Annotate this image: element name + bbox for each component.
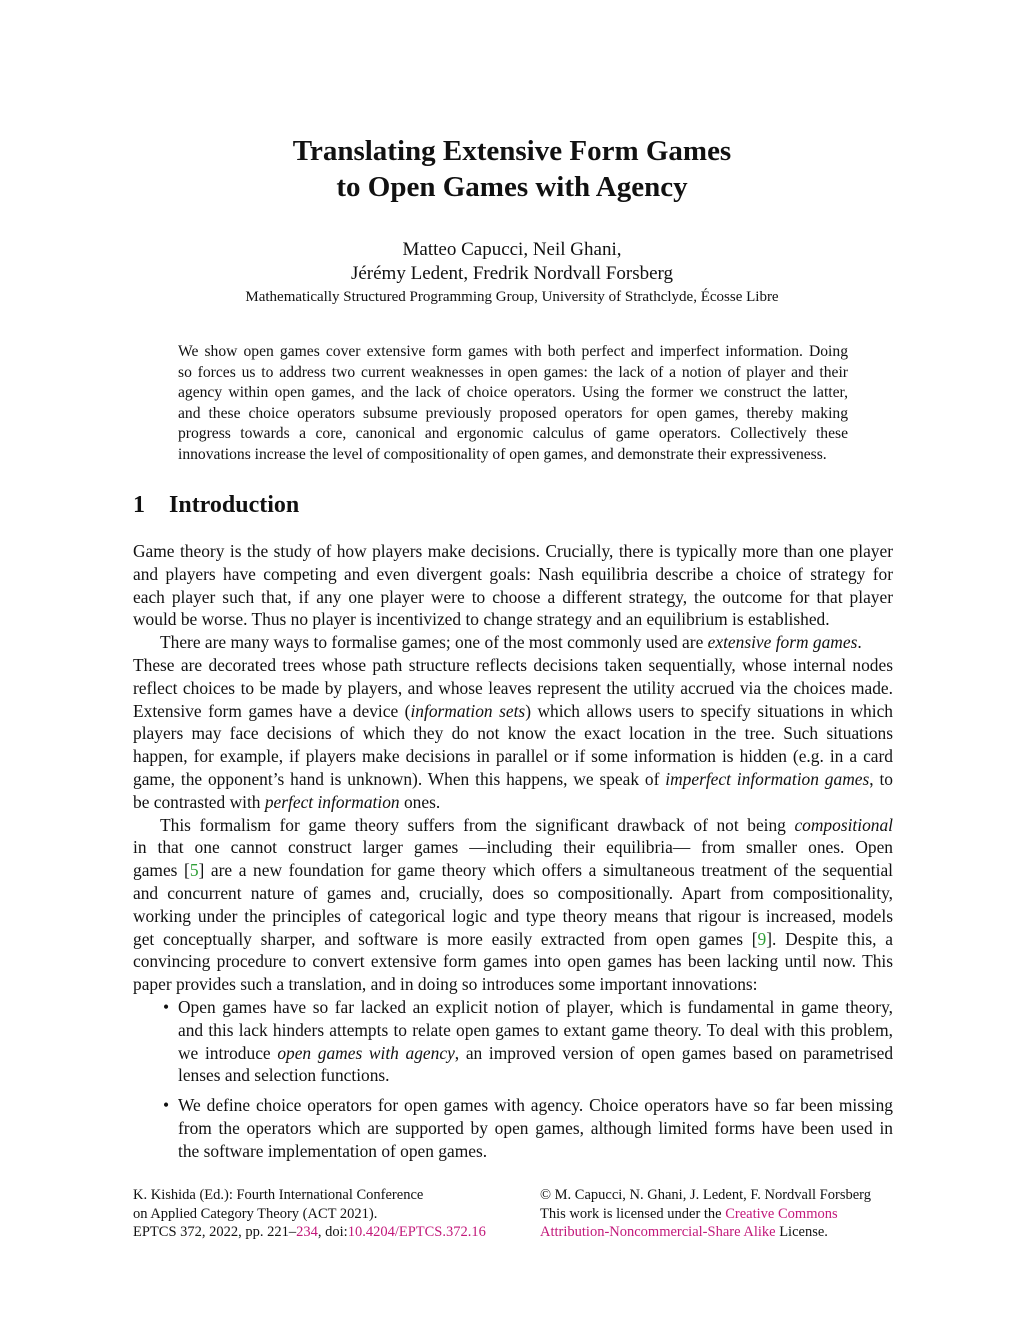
- body-line: Game theory is the study of how players make decisions. Crucially, there is typically more than one player: [133, 541, 893, 561]
- abstract-line: so forces us to address two current weaknesses in open games: the lack of a notion of player and their: [178, 363, 848, 381]
- body-line: paper provides such a translation, and in doing so introduces some important innovations:: [133, 974, 758, 995]
- abstract-line: and these choice operators subsume previously proposed operators for open games, thereby making: [178, 404, 848, 422]
- body-line: [133, 928, 893, 951]
- abstract-line: progress towards a core, canonical and ergonomic calculus of game operators. Collectively these: [178, 425, 848, 442]
- emphasis: information sets: [410, 700, 526, 721]
- bullet-item-line: [133, 1042, 893, 1065]
- abstract-line: agency within open games, and the lack of choice operators. Using the former we construct the latter,: [178, 384, 848, 401]
- abstract-line: We show open games cover extensive form games with both perfect and imperfect information. Doing: [178, 343, 848, 360]
- license-link[interactable]: Creative Commons: [725, 1205, 838, 1222]
- body-line: [133, 814, 893, 837]
- text-run: This work is licensed under the: [540, 1205, 726, 1222]
- text-run: , doi:: [317, 1224, 348, 1240]
- text-run: .: [857, 632, 862, 653]
- body-line: [133, 768, 893, 791]
- text-run: ]. Despite this, a: [766, 928, 894, 949]
- text-run: ones.: [399, 791, 441, 812]
- footer-line: [133, 1223, 486, 1242]
- body-line: and players have competing and even divergent goals: Nash equilibria describe a choice of strategy for: [133, 563, 893, 584]
- body-line: [133, 791, 893, 814]
- footer-citation: [133, 1186, 486, 1242]
- paper-title: [0, 133, 1024, 205]
- emphasis: perfect information: [264, 791, 400, 812]
- emphasis: imperfect information games: [665, 768, 870, 789]
- spacer: [133, 1087, 893, 1094]
- body-line: [133, 859, 893, 882]
- footer-line: K. Kishida (Ed.): Fourth International Conference: [133, 1187, 424, 1203]
- body-line: each player such that, if any one player were to choose a different strategy, the outcome for that player: [133, 586, 893, 607]
- bullet-item-line: [133, 1094, 893, 1117]
- emphasis: open games with agency: [277, 1042, 455, 1063]
- footer-line: [540, 1223, 871, 1242]
- section-title: Introduction: [169, 492, 300, 518]
- emphasis: extensive form games: [707, 632, 858, 653]
- body-text: [133, 540, 893, 1163]
- text-run: games [: [133, 860, 190, 881]
- text-run: ] are a new foundation for game theory which offers a simultaneous treatment of the sequential: [198, 860, 893, 881]
- bullet-marker: •: [163, 1095, 170, 1116]
- text-run: Extensive form games have a device (: [133, 700, 411, 721]
- text-run: There are many ways to formalise games; one of the most commonly used are: [160, 632, 708, 653]
- body-line: would be worse. Thus no player is incentivized to change strategy and an equilibrium is established.: [133, 609, 830, 630]
- body-line: and concurrent nature of games and, crucially, does so compositionally. Apart from compositionality,: [133, 882, 893, 903]
- body-line: convincing procedure to convert extensive form games into open games has been lacking until now. This: [133, 951, 893, 972]
- abstract-line: innovations increase the level of compositionality of open games, and demonstrate their expressiveness.: [178, 445, 827, 463]
- citation-link[interactable]: 5: [189, 860, 199, 881]
- title-line-1: Translating Extensive Form Games: [292, 135, 732, 167]
- body-line: [133, 631, 893, 654]
- abstract: [178, 342, 848, 465]
- body-line: in that one cannot construct larger games —including their equilibria— from smaller ones. Open: [133, 837, 893, 858]
- body-line: reflect choices to be made by players, and whose leaves represent the utility accrued via the choices made.: [133, 677, 893, 698]
- text-run: This formalism for game theory suffers from the significant drawback of not being: [160, 814, 795, 835]
- text-run: We define choice operators for open games with agency. Choice operators have so far been missing: [178, 1095, 893, 1116]
- bullet-item-line: [133, 996, 893, 1019]
- text-run: get conceptually sharper, and software is more easily extracted from open games [: [133, 928, 758, 949]
- text-run: , an improved version of open games based on parametrised: [454, 1042, 894, 1063]
- text-run: be contrasted with: [133, 791, 265, 812]
- bullet-item-line: from the operators which are supported by open games, although limited forms have been used in: [178, 1117, 893, 1138]
- footer-line: © M. Capucci, N. Ghani, J. Ledent, F. Nordvall Forsberg: [540, 1187, 871, 1203]
- text-run: we introduce: [178, 1042, 278, 1063]
- text-run: License.: [775, 1224, 828, 1240]
- footer-line: [540, 1205, 871, 1224]
- body-line: working under the principles of categorical logic and type theory means that rigour is increased, models: [133, 905, 893, 926]
- doi-link[interactable]: 10.4204/EPTCS.372.16: [347, 1224, 486, 1240]
- citation-link[interactable]: 9: [757, 928, 767, 949]
- text-run: game, the opponent’s hand is unknown). When this happens, we speak of: [133, 768, 666, 789]
- text-run: ) which allows users to specify situations in which: [525, 700, 893, 721]
- license-link[interactable]: Attribution-Noncommercial-Share Alike: [540, 1224, 776, 1240]
- footer-line: on Applied Category Theory (ACT 2021).: [133, 1205, 378, 1222]
- bullet-item-line: the software implementation of open games.: [178, 1140, 488, 1161]
- bullet-item-line: and this lack hinders attempts to relate open games to extant game theory. To deal with this problem,: [178, 1019, 893, 1040]
- affiliation: Mathematically Structured Programming Group, University of Strathclyde, Écosse Libre: [245, 289, 779, 305]
- body-line: players may face decisions of which they do not know the exact location in the tree. Such situations: [133, 723, 893, 744]
- text-run: EPTCS 372, 2022, pp. 221–: [133, 1224, 297, 1240]
- footer-license: [540, 1186, 871, 1242]
- section-heading: [133, 492, 299, 519]
- body-line: [133, 700, 893, 723]
- title-line-2: to Open Games with Agency: [336, 171, 688, 203]
- bullet-marker: •: [163, 996, 170, 1017]
- text-run: , to: [869, 768, 893, 789]
- body-line: happen, for example, if players make decisions in parallel or if some information is hidden (e.g. in a card: [133, 746, 893, 767]
- authors-line-1: Matteo Capucci, Neil Ghani,: [402, 239, 622, 260]
- body-line: These are decorated trees whose path structure reflects decisions taken sequentially, whose internal nodes: [133, 654, 893, 675]
- last-page-link[interactable]: 234: [296, 1224, 318, 1240]
- section-number: 1: [133, 492, 145, 518]
- author-list: [0, 238, 1024, 286]
- emphasis: compositional: [794, 814, 893, 835]
- authors-line-2: Jérémy Ledent, Fredrik Nordvall Forsberg: [350, 263, 674, 284]
- bullet-item-line: lenses and selection functions.: [178, 1065, 390, 1086]
- text-run: Open games have so far lacked an explicit notion of player, which is fundamental in game theory,: [178, 996, 893, 1017]
